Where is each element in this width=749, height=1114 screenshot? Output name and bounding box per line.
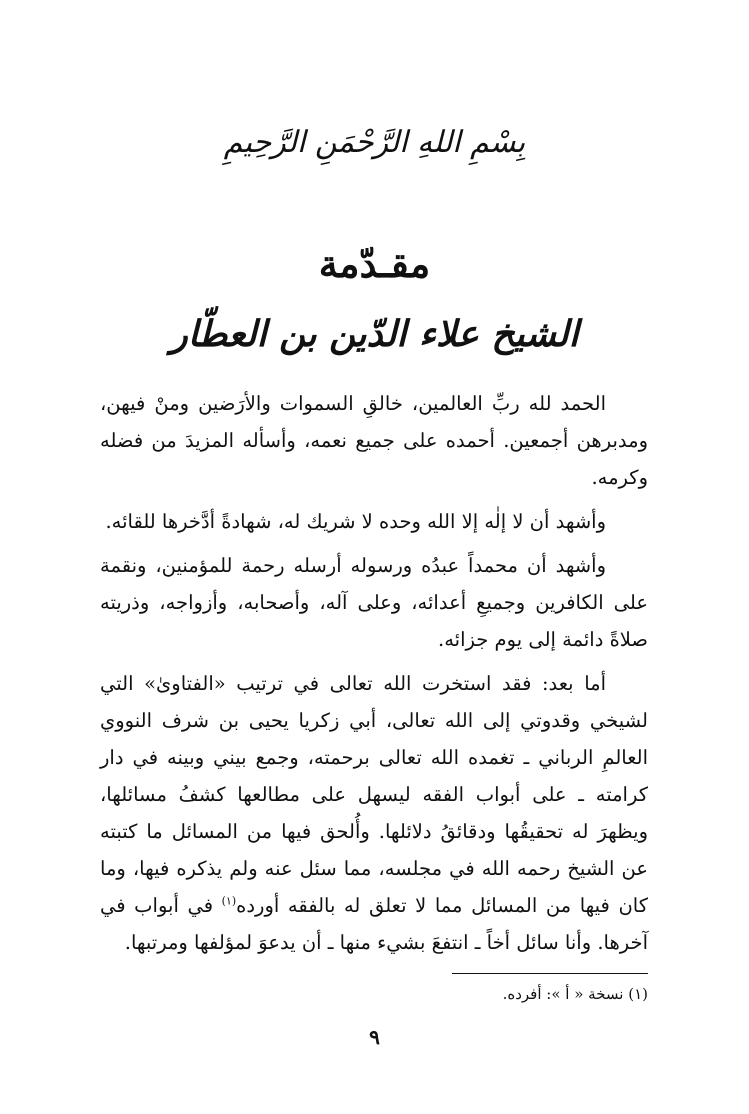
introduction-text-part-2: في أبواب في آخرها. وأنا سائل أخاً ـ انتفعَ بشيء منها ـ أن يدعوَ لمؤلفها ومرتبها. — [100, 894, 648, 954]
paragraph-praise: الحمد لله ربِّ العالمين، خالقِ السموات والأرَضين ومنْ فيهن، ومدبرهن أجمعين. أحمده على جميع نعمه، وأسأله المزيدَ من فضله وكرمه. — [100, 392, 648, 489]
page-title: مقـدّمة — [318, 241, 431, 286]
footnote-divider — [452, 973, 648, 974]
page-number: ٩ — [369, 1025, 380, 1049]
paragraph-prophet: وأشهد أن محمداً عبدُه ورسوله أرسله رحمة للمؤمنين، ونقمة على الكافرين وجميعِ أعدائه، وعلى آله، وأصحابه، وأزواجه، وذريته صلاةً دائمة إلى يوم جزائه. — [100, 554, 648, 651]
body-text — [100, 385, 648, 961]
paragraph-testimony: وأشهد أن لا إلٰه إلا الله وحده لا شريك له، شهادةً أدَّخرها للقائه. — [105, 510, 606, 533]
author-subtitle: الشيخ علاء الدّين بن العطّار — [170, 313, 579, 355]
footnote-reference: (١) — [221, 894, 237, 908]
paragraph-introduction — [100, 665, 648, 961]
basmala-heading: بِسْمِ اللهِ الرَّحْمَنِ الرَّحِيمِ — [223, 125, 526, 160]
introduction-text-part-1: أما بعد: فقد استخرت الله تعالى في ترتيب «الفتاوىٰ» التي لشيخي وقدوتي إلى الله تعالى، أبي زكريا يحيى بن شرف النووي العالمِ الرباني ـ تغمده الله تعالى برحمته، وجمع بيني وبينه في دار كرامته ـ على أبواب الفقه ليسهل على مطالعها كشفُ مسائلها، ويظهرَ له تحقيقُها ودقائقُ دلائلها. وأُلحق فيها من المسائل ما كتبته عن الشيخ رحمه الله في مجلسه، مما سئل عنه ولم يذكره فيها، وما كان فيها من المسائل مما لا تعلق له بالفقه أورده — [100, 672, 648, 917]
footnote: (١) نسخة « أ »: أفرده. — [502, 985, 648, 1003]
